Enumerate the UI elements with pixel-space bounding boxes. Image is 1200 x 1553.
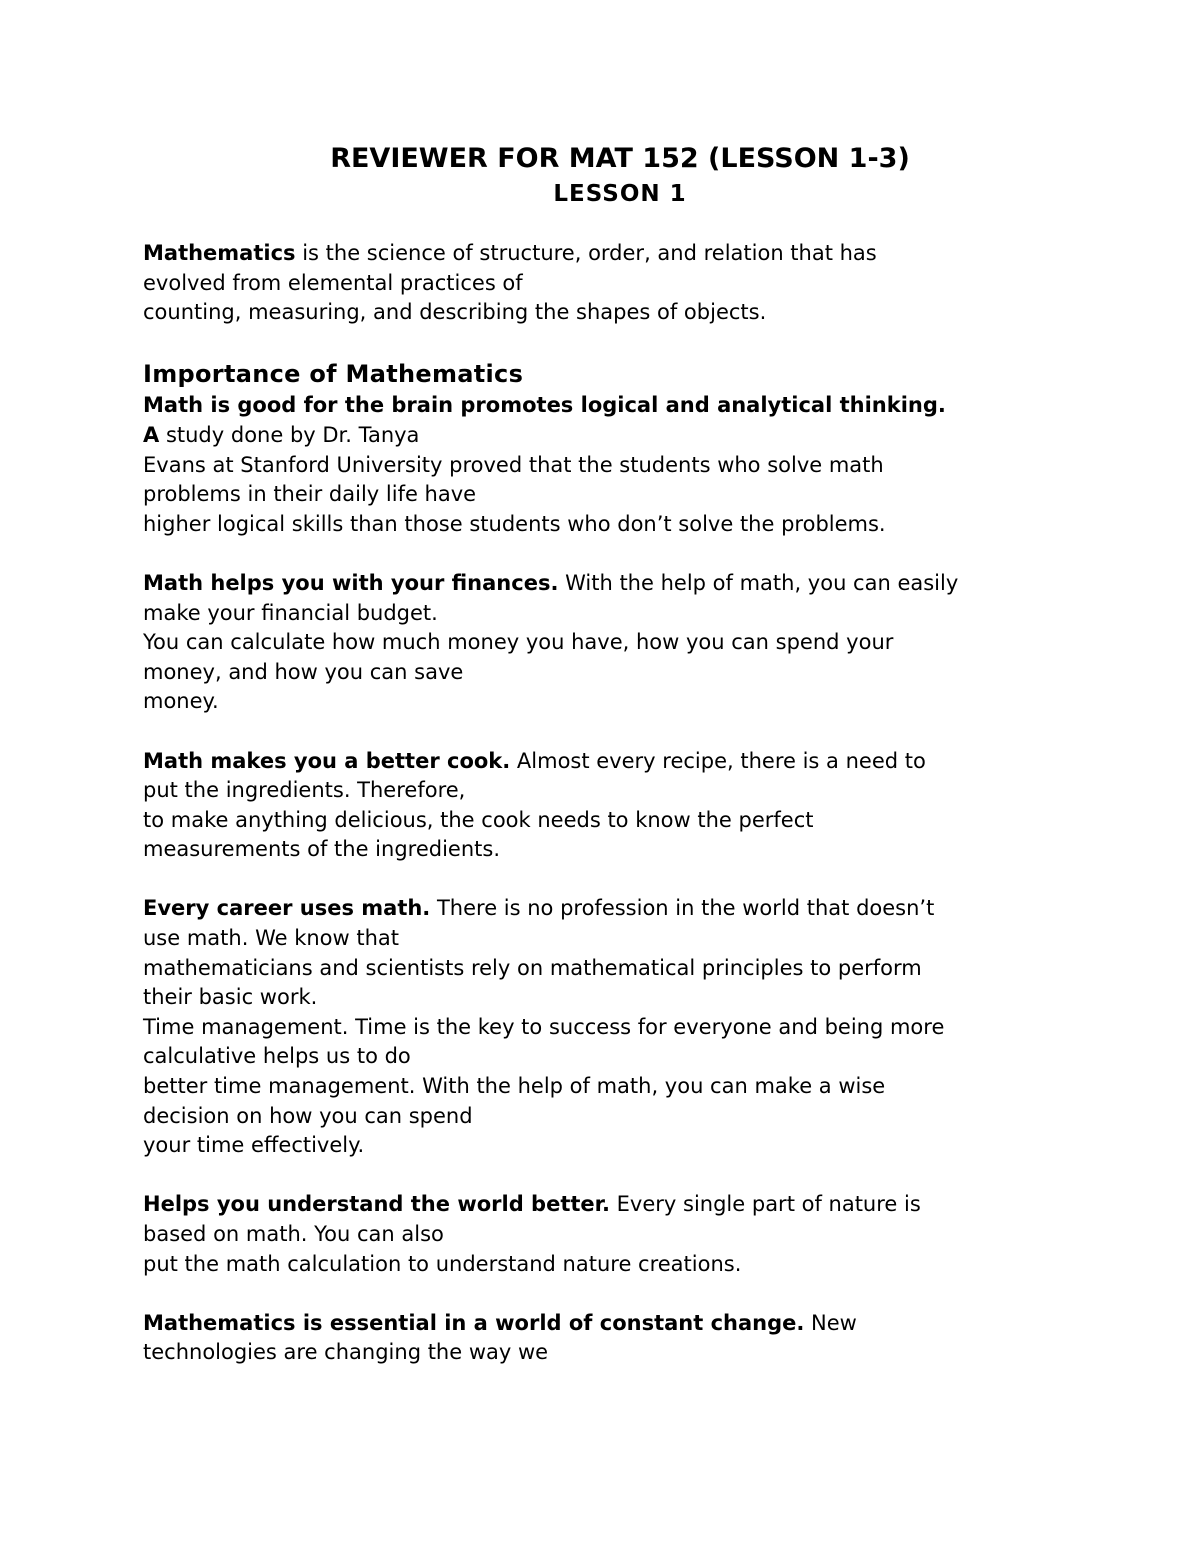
paragraph-gap: [143, 1161, 1083, 1191]
text-line: [143, 391, 1083, 421]
bold-lead: A: [143, 422, 160, 447]
finances-paragraph: [143, 569, 1083, 717]
text-line: Evans at Stanford University proved that the students who solve math: [143, 452, 884, 477]
cook-paragraph: [143, 747, 1083, 865]
paragraph-gap: [143, 717, 1083, 747]
text-line: better time management. With the help of math, you can make a wise: [143, 1074, 886, 1099]
text-line: counting, measuring, and describing the shapes of objects.: [143, 300, 767, 325]
text-line: [143, 894, 1083, 924]
text-fragment: Almost every recipe, there is a need to: [510, 748, 926, 773]
text-fragment: There is no profession in the world that doesn’t: [430, 896, 935, 921]
text-fragment: Every single part of nature is: [609, 1192, 921, 1217]
career-paragraph: [143, 894, 1083, 1160]
paragraph-gap: [143, 1279, 1083, 1309]
text-line: [143, 747, 1083, 777]
definition-paragraph: [143, 239, 1083, 328]
bold-lead: Math makes you a better cook.: [143, 748, 511, 773]
section-heading-importance: Importance of Mathematics: [143, 360, 524, 389]
document-title: REVIEWER FOR MAT 152 (LESSON 1-3): [330, 143, 910, 174]
paragraph-gap: [143, 539, 1083, 569]
text-line: based on math. You can also: [143, 1222, 444, 1246]
text-fragment: study done by Dr. Tanya: [159, 422, 420, 447]
text-line: [143, 239, 1083, 269]
paragraph-gap: [143, 865, 1083, 895]
text-line: their basic work.: [143, 985, 318, 1010]
text-line: use math. We know that: [143, 926, 400, 951]
text-line: to make anything delicious, the cook needs to know the perfect: [143, 807, 814, 832]
text-line: [143, 569, 1083, 599]
paragraph-gap: [143, 328, 1083, 358]
text-fragment: New: [804, 1310, 857, 1335]
text-line: put the ingredients. Therefore,: [143, 778, 466, 803]
text-line: [143, 1190, 1083, 1220]
text-line: Time management. Time is the key to success for everyone and being more: [143, 1014, 945, 1039]
bold-lead: Every career uses math.: [143, 896, 431, 921]
term-bold: Mathematics: [143, 241, 296, 265]
text-line: You can calculate how much money you have, how you can spend your: [143, 630, 894, 655]
text-line: problems in their daily life have: [143, 482, 477, 507]
text-line: evolved from elemental practices of: [143, 270, 523, 295]
world-paragraph: [143, 1190, 1083, 1279]
text-line: money.: [143, 689, 219, 714]
bold-lead: Math helps you with your finances.: [143, 570, 559, 595]
lesson-heading: LESSON 1: [553, 181, 687, 207]
text-line: measurements of the ingredients.: [143, 837, 500, 862]
text-line: decision on how you can spend: [143, 1103, 473, 1128]
text-fragment: With the help of math, you can easily: [558, 570, 959, 595]
text-fragment: is the science of structure, order, and relation that has: [295, 241, 877, 265]
text-line: calculative helps us to do: [143, 1044, 411, 1069]
document-page: [143, 141, 1083, 1368]
text-line: money, and how you can save: [143, 659, 464, 684]
bold-lead: Mathematics is essential in a world of constant change.: [143, 1310, 805, 1335]
text-line: your time effectively.: [143, 1133, 365, 1158]
text-line: technologies are changing the way we: [143, 1340, 549, 1365]
change-paragraph: [143, 1309, 1083, 1368]
text-line: [143, 1309, 1083, 1339]
text-line: [143, 421, 1083, 451]
brain-paragraph: [143, 391, 1083, 539]
text-line: make your financial budget.: [143, 600, 438, 625]
bold-lead: Math is good for the brain promotes logical and analytical thinking.: [143, 393, 946, 418]
text-line: mathematicians and scientists rely on mathematical principles to perform: [143, 955, 922, 980]
text-line: put the math calculation to understand nature creations.: [143, 1251, 742, 1276]
bold-lead: Helps you understand the world better.: [143, 1192, 610, 1217]
text-line: higher logical skills than those students who don’t solve the problems.: [143, 511, 886, 536]
